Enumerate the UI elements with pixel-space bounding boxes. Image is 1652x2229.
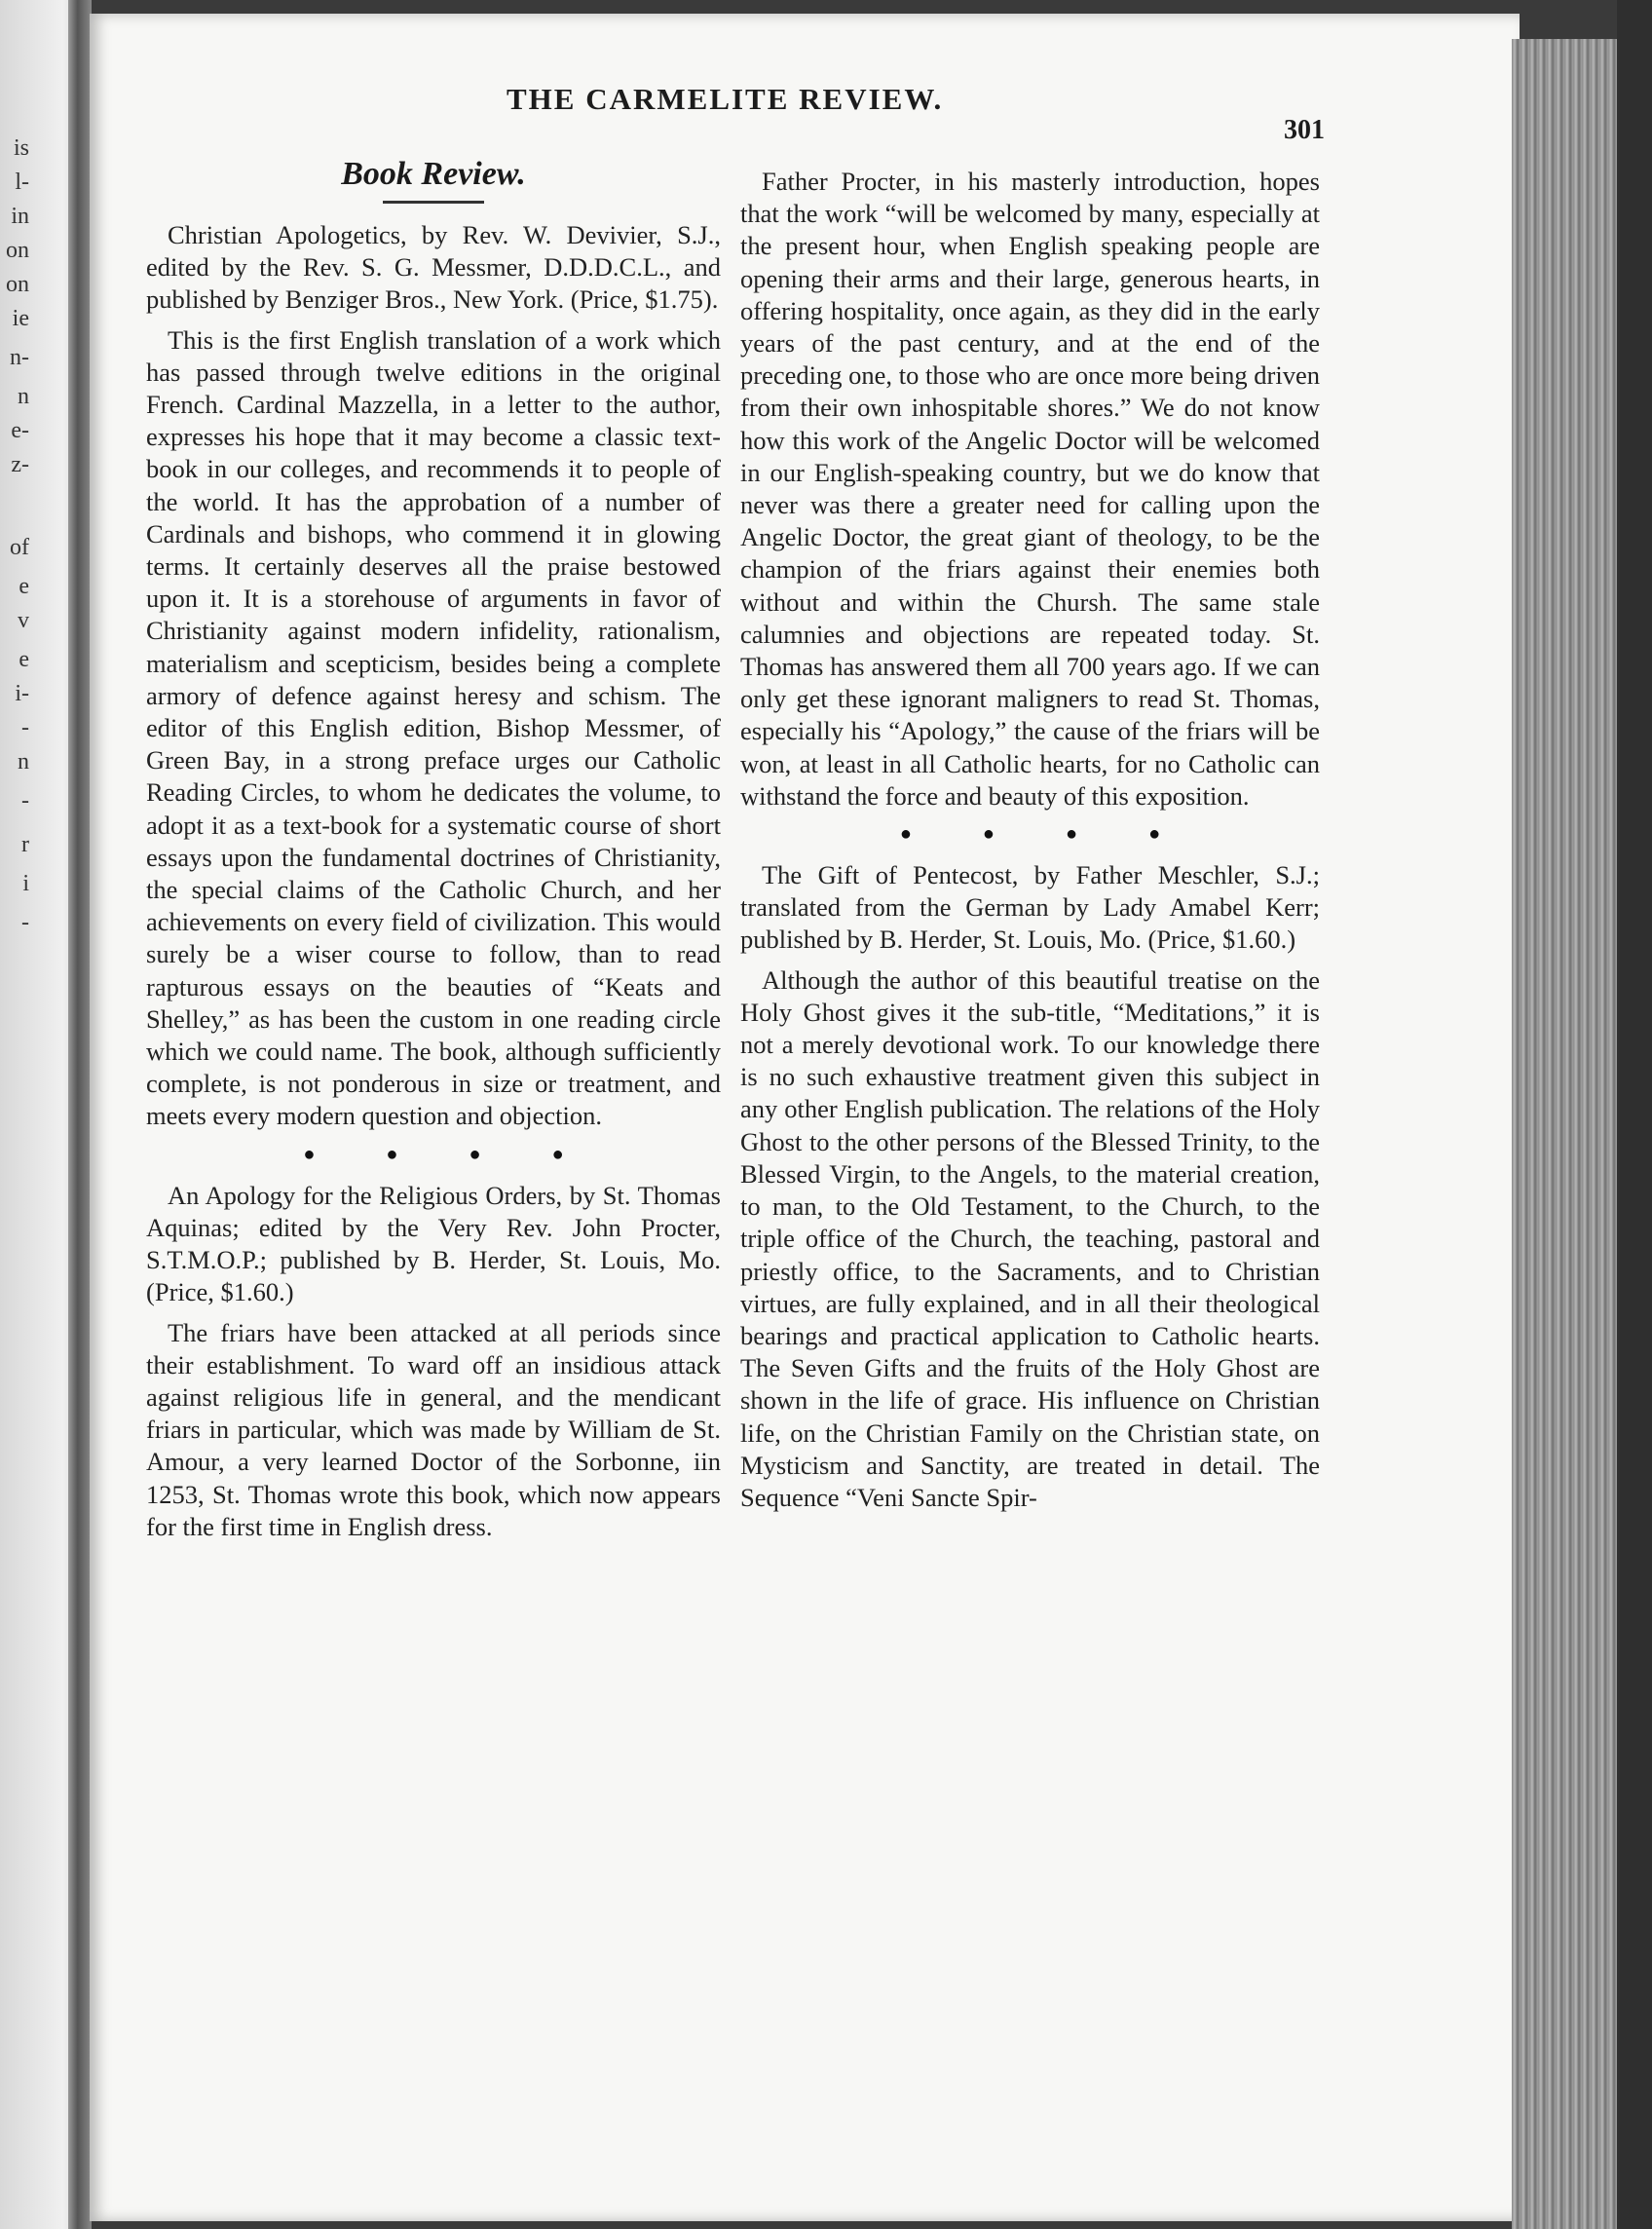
facing-page-fragment: i — [22, 871, 29, 896]
facing-page-fragment: e- — [11, 418, 29, 443]
facing-page-fragment: v — [18, 608, 29, 633]
facing-page-fragment: l- — [15, 170, 29, 195]
facing-page-fragment: on — [6, 272, 29, 297]
review-citation: An Apology for the Religious Orders, by St. Thomas Aquinas; edited by the Very Rev. John Procter, S.T.M.O.P.; published by B. Herder, St. Louis, Mo. (Price, $1.60.) — [146, 1180, 721, 1307]
book-gutter — [68, 0, 92, 2229]
scan-background — [1617, 0, 1652, 2229]
section-divider: ● ● ● ● — [899, 823, 1194, 846]
facing-page-fragment: is — [13, 135, 29, 161]
facing-page-fragment: n- — [10, 345, 29, 370]
facing-page-fragment: - — [21, 910, 29, 935]
facing-page-fragment: z- — [11, 452, 29, 477]
right-column — [740, 166, 1320, 1522]
review-paragraph: This is the first English translation of a work which has passed through twelve editions in the original French. Cardinal Mazzella, in a letter to the author, expresses his hope that it may become a classic text-book in our colleges, and recommends it to people of the world. It has the approbation of a number of Cardinals and bishops, who commend it in glowing terms. It certainly deserves all the praise bestowed upon it. It is a storehouse of arguments in favor of Christianity against modern infidelity, rationalism, materialism and scepticism, besides being a complete armory of defence against heresy and schism. The editor of this English edition, Bishop Messmer, of Green Bay, in a strong preface urges our Catholic Reading Circles, to whom he dedicates the volume, to adopt it as a text-book for a systematic course of short essays upon the fundamental doctrines of Christianity, the special claims of the Catholic Church, and her achievements on every field of civilization. This would surely be a wiser course to follow, than to read rapturous essays on the beauties of “Keats and Shelley,” as has been the custom in one reading circle which we could name. The book, although sufficiently complete, is not ponderous in size or treatment, and meets every modern question and objection. — [146, 324, 721, 1131]
section-divider: ● ● ● ● — [303, 1143, 597, 1165]
review-citation: Christian Apologetics, by Rev. W. Devivier, S.J., edited by the Rev. S. G. Messmer, D.D.D.C.L., and published by Benziger Bros., New York. (Price, $1.75). — [146, 220, 721, 315]
facing-page-fragment: of — [10, 535, 29, 560]
review-citation: The Gift of Pentecost, by Father Meschler, S.J.; translated from the German by Lady Amabel Kerr; published by B. Herder, St. Louis, Mo. (Price, $1.60.) — [740, 860, 1320, 955]
facing-page-fragment: n — [18, 749, 29, 774]
facing-page-fragment: - — [21, 788, 29, 813]
facing-page-fragment: - — [21, 715, 29, 740]
facing-page-fragment: on — [6, 238, 29, 263]
review-paragraph: Father Procter, in his masterly introduction, hopes that the work “will be welcomed by many, especially at the present hour, when English speaking people are opening their arms and their large, generous hearts, in offering hospitality, once again, as they did in the early years of the past century, and at the end of the preceding one, to those who are once more being driven from their own inhospitable shores.” We do not know how this work of the Angelic Doctor will be welcomed in our English-speaking country, but we do know that never was there a greater need for calling upon the Angelic Doctor, the great giant of theology, to be the champion of the friars against their enemies both without and within the Chursh. The same stale calumnies and objections are repeated today. St. Thomas has answered them all 700 years ago. If we can only get these ignorant maligners to read St. Thomas, especially his “Apology,” the cause of the friars will be won, at least in all Catholic hearts, for no Catholic can withstand the force and beauty of this exposition. — [740, 167, 1320, 811]
facing-page-fragment: e — [19, 574, 29, 599]
facing-page-fragment: i- — [15, 681, 29, 706]
facing-page-fragment: in — [11, 204, 29, 229]
left-column — [146, 156, 721, 1551]
running-head: THE CARMELITE REVIEW. — [507, 82, 944, 116]
section-title: Book Review. — [341, 156, 526, 192]
facing-page-fragment: ie — [12, 306, 29, 331]
review-paragraph: Although the author of this beautiful treatise on the Holy Ghost gives it the sub-title, “Meditations,” it is not a merely devotional work. To our knowledge there is no such exhaustive treatment given this subject in any other English publication. The relations of the Holy Ghost to the other persons of the Blessed Trinity, to the Blessed Virgin, to the Angels, to the material creation, to man, to the Old Testament, to the Church, to the triple office of the Church, the teaching, pastoral and priestly office, to the Sacraments, and to Christian virtues, are fully explained, and in all their theological bearings and practical application to Catholic hearts. The Seven Gifts and the fruits of the Holy Ghost are shown in the life of grace. His influence on Christian life, on the Christian Family on the Christian state, on Mysticism and Sanctity, are treated in detail. The Sequence “Veni Sancte Spir- — [740, 964, 1320, 1512]
facing-page-fragment: n — [18, 384, 29, 409]
title-rule — [383, 201, 484, 204]
facing-page-fragment: r — [21, 832, 29, 857]
facing-page-fragment: e — [19, 647, 29, 672]
page-number: 301 — [1284, 115, 1325, 145]
review-paragraph: The friars have been attacked at all periods since their establishment. To ward off an insidious attack against religious life in general, and the mendicant friars in particular, which was made by William de St. Amour, a very learned Doctor of the Sorbonne, iin 1253, St. Thomas wrote this book, which now appears for the first time in English dress. — [146, 1317, 721, 1541]
